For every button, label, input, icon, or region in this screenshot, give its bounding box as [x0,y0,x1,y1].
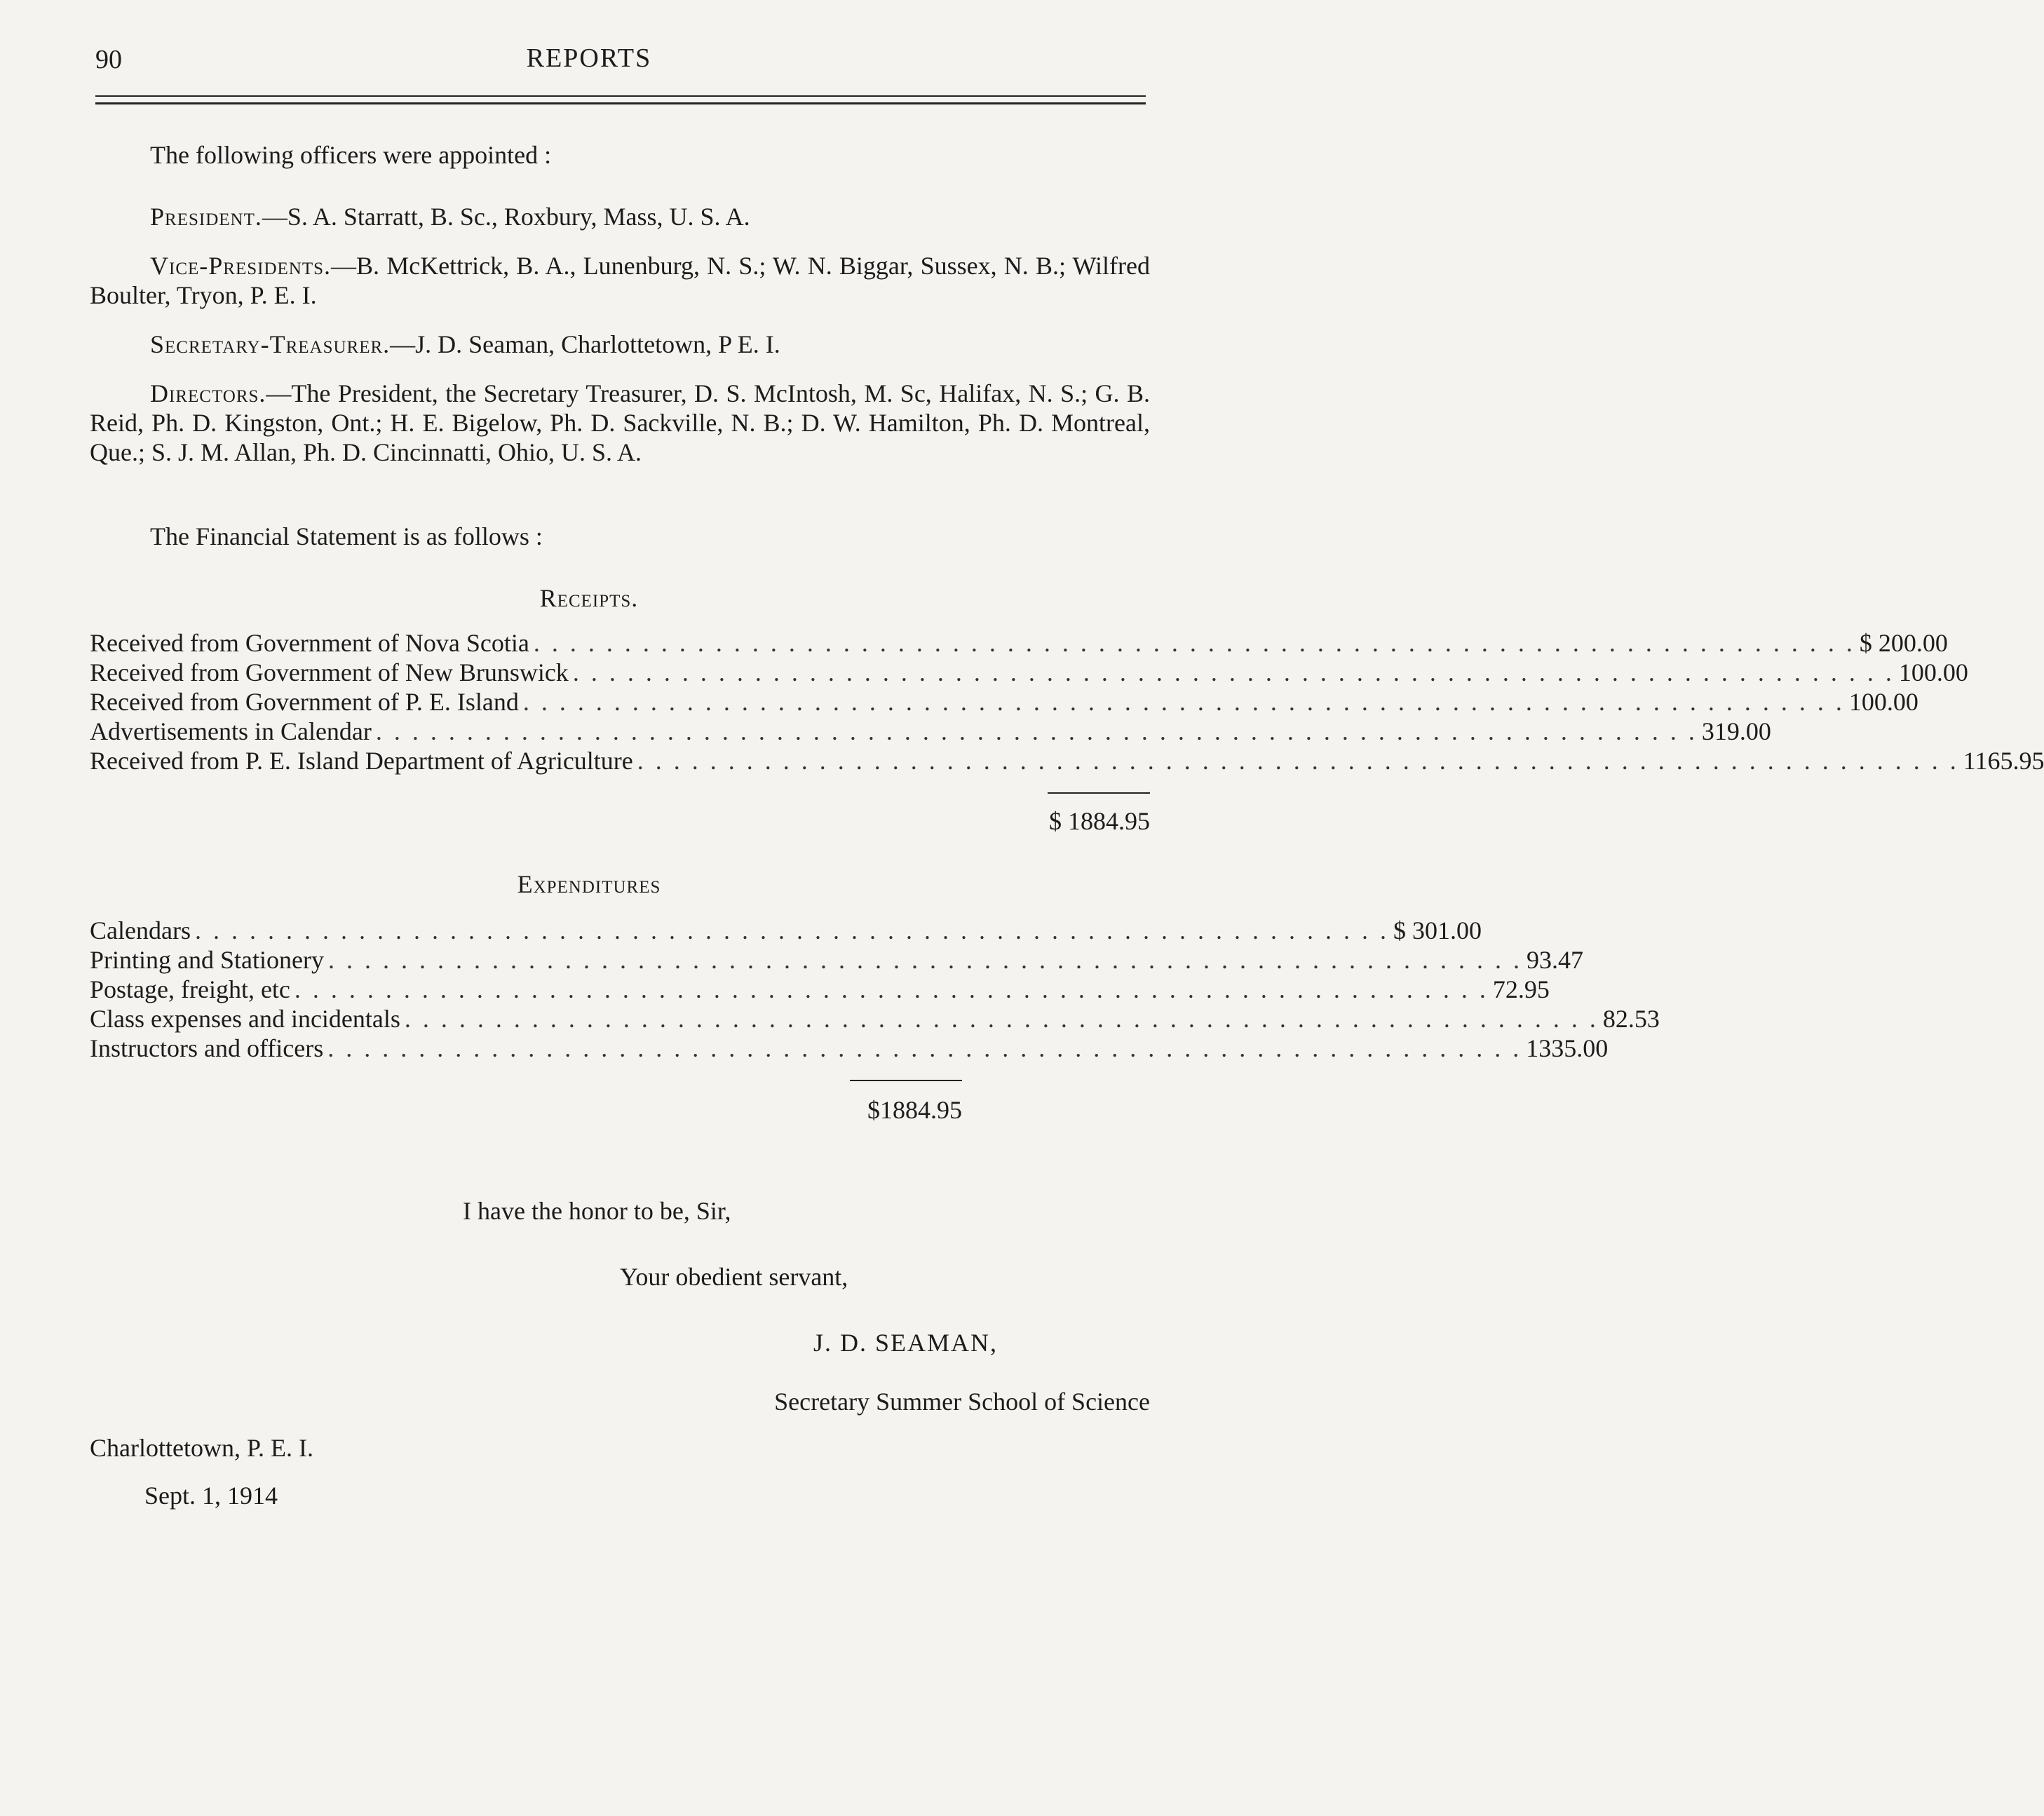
vice-presidents-label: Vice-Presidents. [150,252,332,280]
expenditure-amount: 72.95 [1492,975,1550,1003]
receipt-row [90,628,1948,658]
leader-dots: . . . . . . . . . . . . . . . . . . . . . . . . . . . . . . . . . . . . . . . . . . . . . . . . . . . . . . . . . . . . . . . . . . . . . . . . . [375,717,1698,745]
receipt-amount: 100.00 [1898,658,1968,686]
expenditure-desc: Printing and Stationery [90,946,324,974]
expenditure-amount: $ 301.00 [1393,916,1482,944]
leader-dots: . . . . . . . . . . . . . . . . . . . . . . . . . . . . . . . . . . . . . . . . . . . . . . . . . . . . . . . . . . . . . . . . . . [404,1005,1599,1033]
leader-dots: . . . . . . . . . . . . . . . . . . . . . . . . . . . . . . . . . . . . . . . . . . . . . . . . . . . . . . . . . . . . . . . . . . . . . . . . . [533,629,1855,657]
officer-president [90,202,1150,231]
officer-directors [90,379,1150,467]
leader-dots: . . . . . . . . . . . . . . . . . . . . . . . . . . . . . . . . . . . . . . . . . . . . . . . . . . . . . . . . . . . . . . . . . . . . . . . . . [572,658,1895,686]
leader-dots: . . . . . . . . . . . . . . . . . . . . . . . . . . . . . . . . . . . . . . . . . . . . . . . . . . . . . . . . . . . . . . . . . . [327,1034,1522,1062]
expenditure-row [90,1004,1660,1034]
header-rule-top [95,95,1146,97]
page-number: 90 [95,45,122,74]
expenditures-sum-rule [850,1080,962,1081]
officers-intro: The following officers were appointed : [150,141,552,169]
expenditure-row [90,975,1550,1004]
expenditure-row [90,916,1482,945]
leader-dots: . . . . . . . . . . . . . . . . . . . . . . . . . . . . . . . . . . . . . . . . . . . . . . . . . . . . . . . . . . . . . . . . . . [194,916,1389,944]
receipt-desc: Received from Government of Nova Scotia [90,629,529,657]
president-text: —S. A. Starratt, B. Sc., Roxbury, Mass, U. S. A. [262,203,750,231]
expenditure-amount: 93.47 [1526,946,1583,974]
receipts-heading: Receipts. [539,584,639,612]
expenditures-heading: Expenditures [517,870,661,898]
leader-dots: . . . . . . . . . . . . . . . . . . . . . . . . . . . . . . . . . . . . . . . . . . . . . . . . . . . . . . . . . . . . . . . . . . . . . . . . . [637,747,1959,775]
expenditure-row [90,1034,1609,1063]
president-label: President. [150,203,262,231]
officer-vice-presidents [90,251,1150,310]
receipts-sum-rule [1048,792,1150,794]
expenditures-total: $1884.95 [867,1096,962,1124]
expenditure-amount: 82.53 [1602,1005,1660,1033]
expenditure-desc: Calendars [90,916,191,944]
secretary-treasurer-text: —J. D. Seaman, Charlottetown, P E. I. [390,330,780,358]
expenditure-desc: Instructors and officers [90,1034,324,1062]
leader-dots: . . . . . . . . . . . . . . . . . . . . . . . . . . . . . . . . . . . . . . . . . . . . . . . . . . . . . . . . . . . . . . . . . . [327,946,1522,974]
signature: J. D. SEAMAN, [813,1329,999,1357]
date: Sept. 1, 1914 [144,1482,278,1510]
receipt-desc: Received from Government of New Brunswick [90,658,569,686]
leader-dots: . . . . . . . . . . . . . . . . . . . . . . . . . . . . . . . . . . . . . . . . . . . . . . . . . . . . . . . . . . . . . . . . . . . . . . . . . [522,688,1845,716]
officer-secretary-treasurer [90,330,1150,359]
receipt-row [90,717,1771,746]
receipt-row [90,687,1918,717]
receipt-amount: 100.00 [1848,688,1918,716]
vice-presidents-text: —B. McKettrick, B. A., Lunenburg, N. S.; W. N. Biggar, Sussex, N. B.; Wilfred Boulter, Tryon, P. E. I. [90,252,1150,309]
secretary-treasurer-label: Secretary-Treasurer. [150,330,391,358]
receipt-amount: $ 200.00 [1859,629,1948,657]
receipt-row [90,658,1968,687]
expenditure-row [90,945,1583,975]
receipt-amount: 319.00 [1701,717,1771,745]
receipt-desc: Received from P. E. Island Department of Agriculture [90,747,633,775]
receipt-desc: Advertisements in Calendar [90,717,372,745]
header-rule-bottom [95,102,1146,104]
receipt-row [90,746,2044,775]
receipts-total: $ 1884.95 [1049,807,1150,835]
receipt-amount: 1165.95 [1963,747,2044,775]
expenditure-amount: 1335.00 [1526,1034,1609,1062]
financial-intro: The Financial Statement is as follows : [150,522,543,550]
running-title: REPORTS [526,43,652,73]
expenditure-desc: Postage, freight, etc [90,975,290,1003]
closing-line-2: Your obedient servant, [620,1263,848,1291]
directors-text: —The President, the Secretary Treasurer, D. S. McIntosh, M. Sc, Halifax, N. S.; G. B. Reid, Ph. D. Kingston, Ont.; H. E. Bigelow, Ph. D. Sackville, N. B.; D. W. Hamilton, Ph. D. Montreal, Que.; S. J. M. Allan, Ph. D. Cincinnatti, Ohio, U. S. A. [90,379,1150,466]
expenditure-desc: Class expenses and incidentals [90,1005,400,1033]
receipt-desc: Received from Government of P. E. Island [90,688,519,716]
directors-label: Directors. [150,379,266,407]
closing-line-1: I have the honor to be, Sir, [463,1197,731,1225]
signatory-title: Secretary Summer School of Science [774,1388,1150,1416]
place: Charlottetown, P. E. I. [90,1434,313,1462]
leader-dots: . . . . . . . . . . . . . . . . . . . . . . . . . . . . . . . . . . . . . . . . . . . . . . . . . . . . . . . . . . . . . . . . . . [294,975,1489,1003]
